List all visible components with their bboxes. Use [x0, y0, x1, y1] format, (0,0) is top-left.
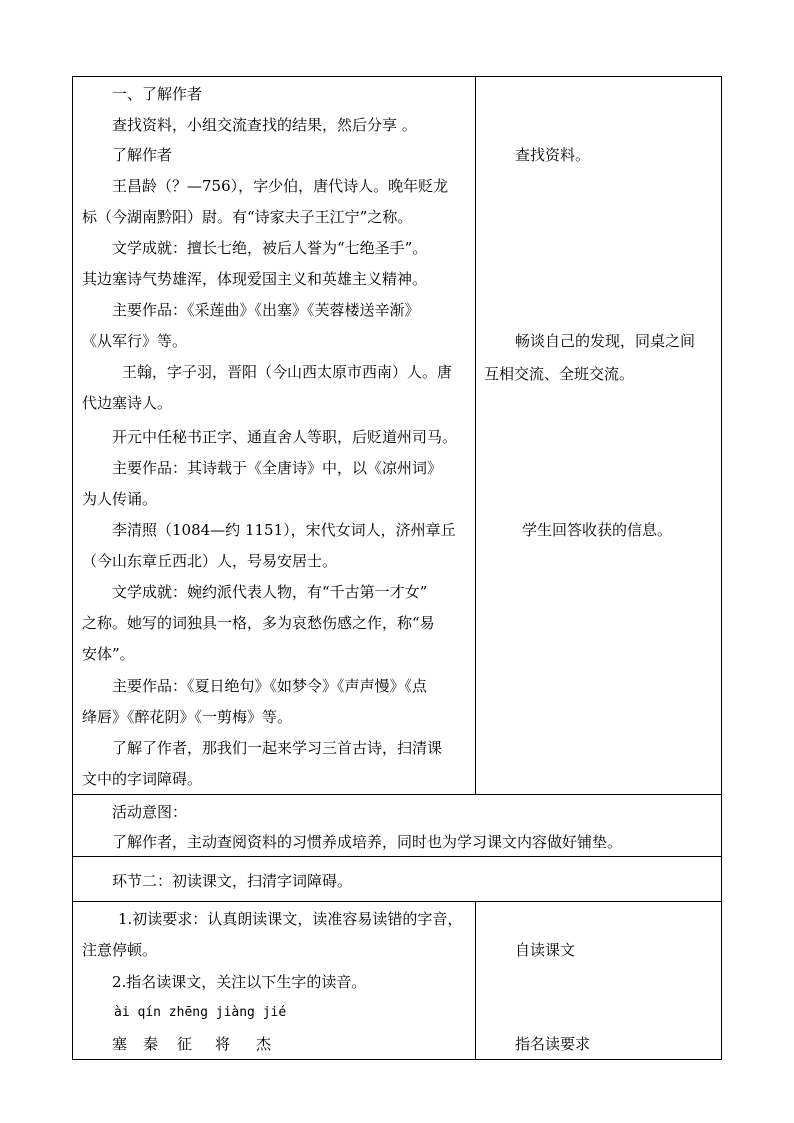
row-divider-3	[72, 901, 722, 902]
new-character: 秦	[143, 1035, 159, 1053]
author-bio-line: 之称。她写的词独具一格，多为哀愁伤感之作，称“易	[82, 614, 435, 632]
row-divider-1	[72, 794, 722, 795]
stage-heading: 环节二：初读课文，扫清字词障碍。	[112, 872, 353, 890]
instruction-text: 查找资料，小组交流查找的结果，然后分享 。	[112, 116, 417, 134]
intent-text: 了解作者，主动查阅资料的习惯养成培养，同时也为学习课文内容做好铺垫。	[112, 833, 623, 851]
author-bio-line: 《从军行》等。	[82, 332, 188, 350]
reading-requirement: 1.初读要求：认真朗读课文，读准容易读错的字音，	[118, 910, 463, 928]
author-bio-line: 代边塞诗人。	[82, 394, 173, 412]
author-bio-line: 主要作品：其诗载于《全唐诗》中，以《凉州词》	[112, 459, 443, 477]
author-bio-line: （今山东章丘西北）人，号易安居士。	[82, 552, 338, 570]
author-bio-line: 其边塞诗气势雄浑，体现爱国主义和英雄主义精神。	[82, 270, 428, 288]
author-bio-line: 主要作品：《夏日绝句》《如梦令》《声声慢》《点	[112, 677, 428, 695]
author-bio-line: 文学成就：擅长七绝，被后人誉为“七绝圣手”。	[112, 239, 428, 257]
intent-label: 活动意图：	[112, 803, 188, 821]
author-bio-line: 李清照（1084—约 1151），宋代女词人，济州章丘	[112, 521, 456, 539]
student-activity: 查找资料。	[515, 146, 591, 164]
reading-requirement: 注意停顿。	[82, 941, 158, 959]
transition-line: 文中的字词障碍。	[82, 770, 203, 788]
student-activity: 学生回答收获的信息。	[522, 521, 673, 539]
author-bio-line: 为人传诵。	[82, 490, 158, 508]
reading-requirement: 2.指名读课文，关注以下生字的读音。	[112, 973, 367, 991]
author-bio-line: 王翰，字子羽，晋阳（今山西太原市西南）人。唐	[122, 363, 453, 381]
pinyin-row: ài qín zhēng jiàng jié	[114, 1005, 287, 1020]
student-activity: 指名读要求	[515, 1035, 591, 1053]
column-divider-bottom	[475, 901, 476, 1060]
new-character: 塞	[112, 1035, 128, 1053]
new-character: 征	[177, 1035, 193, 1053]
author-bio-line: 开元中任秘书正字、通直舍人等职，后贬道州司马。	[112, 428, 458, 446]
author-bio-line: 主要作品：《采莲曲》《出塞》《芙蓉楼送辛渐》	[112, 301, 420, 319]
row-divider-2	[72, 856, 722, 857]
author-bio-line: 文学成就：婉约派代表人物，有“千古第一才女”	[112, 583, 428, 601]
transition-line: 了解了作者，那我们一起来学习三首古诗，扫清课	[112, 739, 443, 757]
section-heading: 一、了解作者	[112, 85, 203, 103]
new-character: 杰	[256, 1035, 272, 1053]
new-character: 将	[215, 1035, 231, 1053]
author-bio-line: 绛唇》《醉花阴》《一剪梅》等。	[82, 708, 293, 726]
column-divider-top	[475, 76, 476, 794]
student-activity: 互相交流、全班交流。	[484, 365, 635, 383]
student-activity: 自读课文	[515, 941, 576, 959]
author-bio-line: 安体”。	[82, 645, 135, 663]
student-activity: 畅谈自己的发现，同桌之间	[515, 332, 696, 350]
author-bio-line: 标（今湖南黔阳）尉。有“诗家夫子王江宁”之称。	[82, 208, 413, 226]
author-bio-line: 王昌龄（？—756），字少伯，唐代诗人。晚年贬龙	[112, 177, 449, 195]
subheading: 了解作者	[112, 146, 173, 164]
